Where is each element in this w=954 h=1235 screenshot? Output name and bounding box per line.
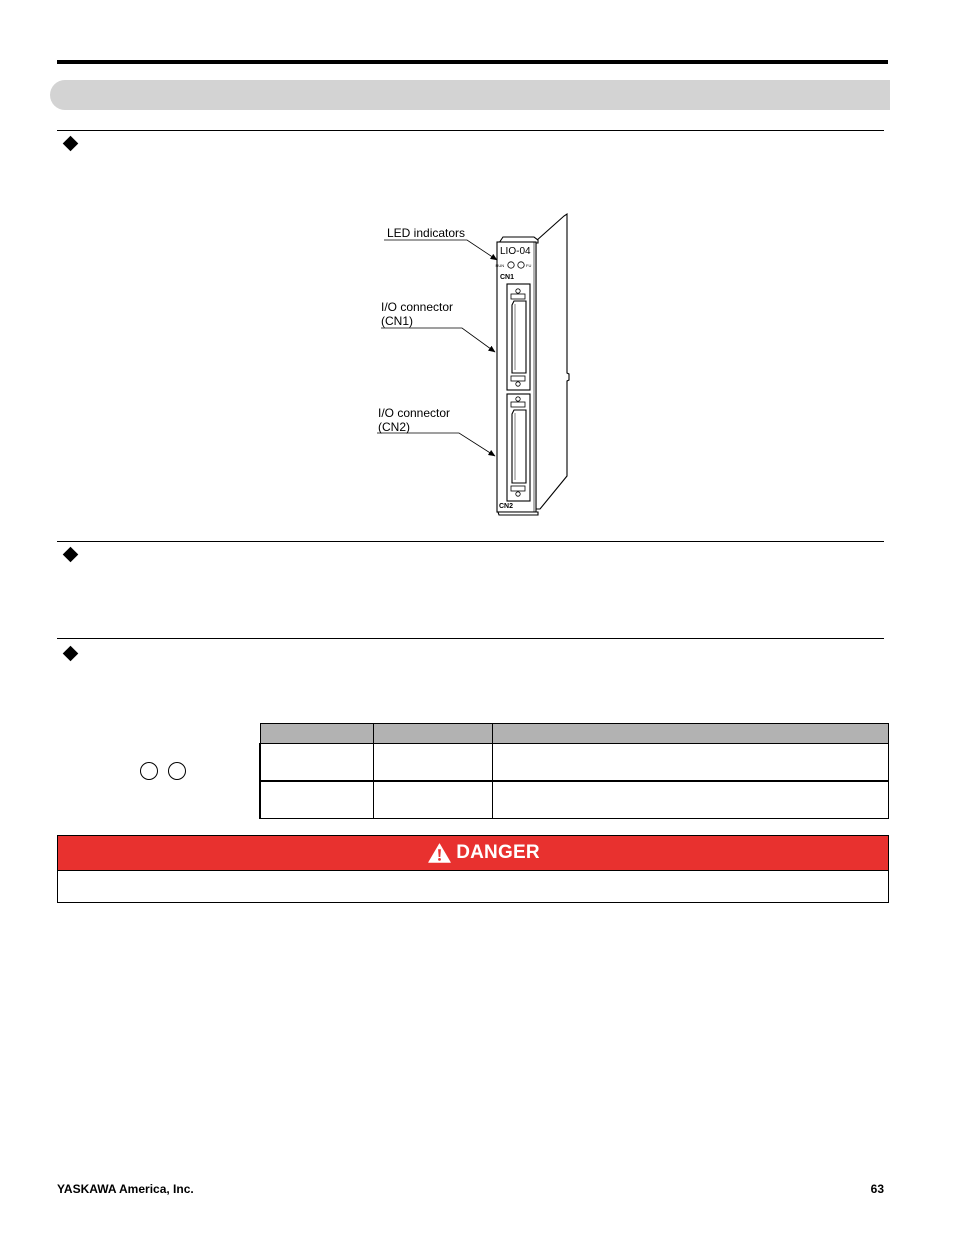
cn1-connector [507,284,530,390]
warning-triangle-icon [428,843,451,863]
table-cell [260,781,373,819]
callout-cn1-text-line2: (CN1) [381,314,413,328]
header-rule [57,60,888,64]
led-symbol-right-icon [168,762,186,780]
callout-cn1-leader [381,328,495,352]
cn2-connector [507,394,530,501]
cn2-bottom-bracket [511,486,525,491]
callout-led-text: LED indicators [387,226,466,240]
danger-body [58,871,888,902]
page-number: 63 [870,1182,884,1196]
table-cell [492,781,888,819]
table-header-cell [492,724,888,744]
led-fu-indicator [518,262,524,268]
cn2-label: CN2 [499,503,514,510]
danger-header [58,836,888,871]
cn1-label: CN1 [500,274,515,281]
table-row [260,781,888,819]
module-bottom-tab [498,512,538,515]
diamond-bullet-icon [63,136,79,152]
cn1-bottom-screw [516,382,520,386]
diamond-bullet-icon [63,646,79,662]
callout-cn2-text-line2: (CN2) [378,420,410,434]
table-header-row [260,724,888,744]
table-header-cell [373,724,492,744]
led-run-indicator [508,262,514,268]
table-row [260,744,888,782]
footer-company: YASKAWA America, Inc. [57,1182,194,1196]
module-figure [370,205,580,525]
callout-cn2-leader [377,433,495,456]
danger-title: DANGER [456,842,540,863]
table-cell [373,781,492,819]
callout-cn1-text-line1: I/O connector [381,300,454,314]
module-side-panel [536,214,569,509]
subsection-rule-3 [57,638,884,639]
callout-led-leader [384,240,497,260]
table-header-cell [260,724,373,744]
led-run-label: RUN [495,263,505,268]
cn2-top-screw [516,397,520,401]
cn1-top-bracket [511,294,525,299]
cn2-top-bracket [511,402,525,407]
led-symbol-left-icon [140,762,158,780]
danger-notice [57,835,889,903]
cn1-d-shell [512,301,526,373]
subsection-rule-2 [57,541,884,542]
subsection-rule-1 [57,130,884,131]
diamond-bullet-icon [63,547,79,563]
table-cell [260,744,373,782]
cn1-top-screw [516,289,520,293]
table-cell [373,744,492,782]
module-model-label: LIO-04 [500,246,531,257]
cn2-d-shell [512,410,526,483]
cn1-bottom-bracket [511,376,525,381]
section-title-bar [50,80,890,110]
led-fu-label: FU [526,263,532,268]
callout-cn2-text-line1: I/O connector [378,406,451,420]
led-indicator-table [259,723,889,819]
cn2-bottom-screw [516,492,520,496]
table-cell [492,744,888,782]
